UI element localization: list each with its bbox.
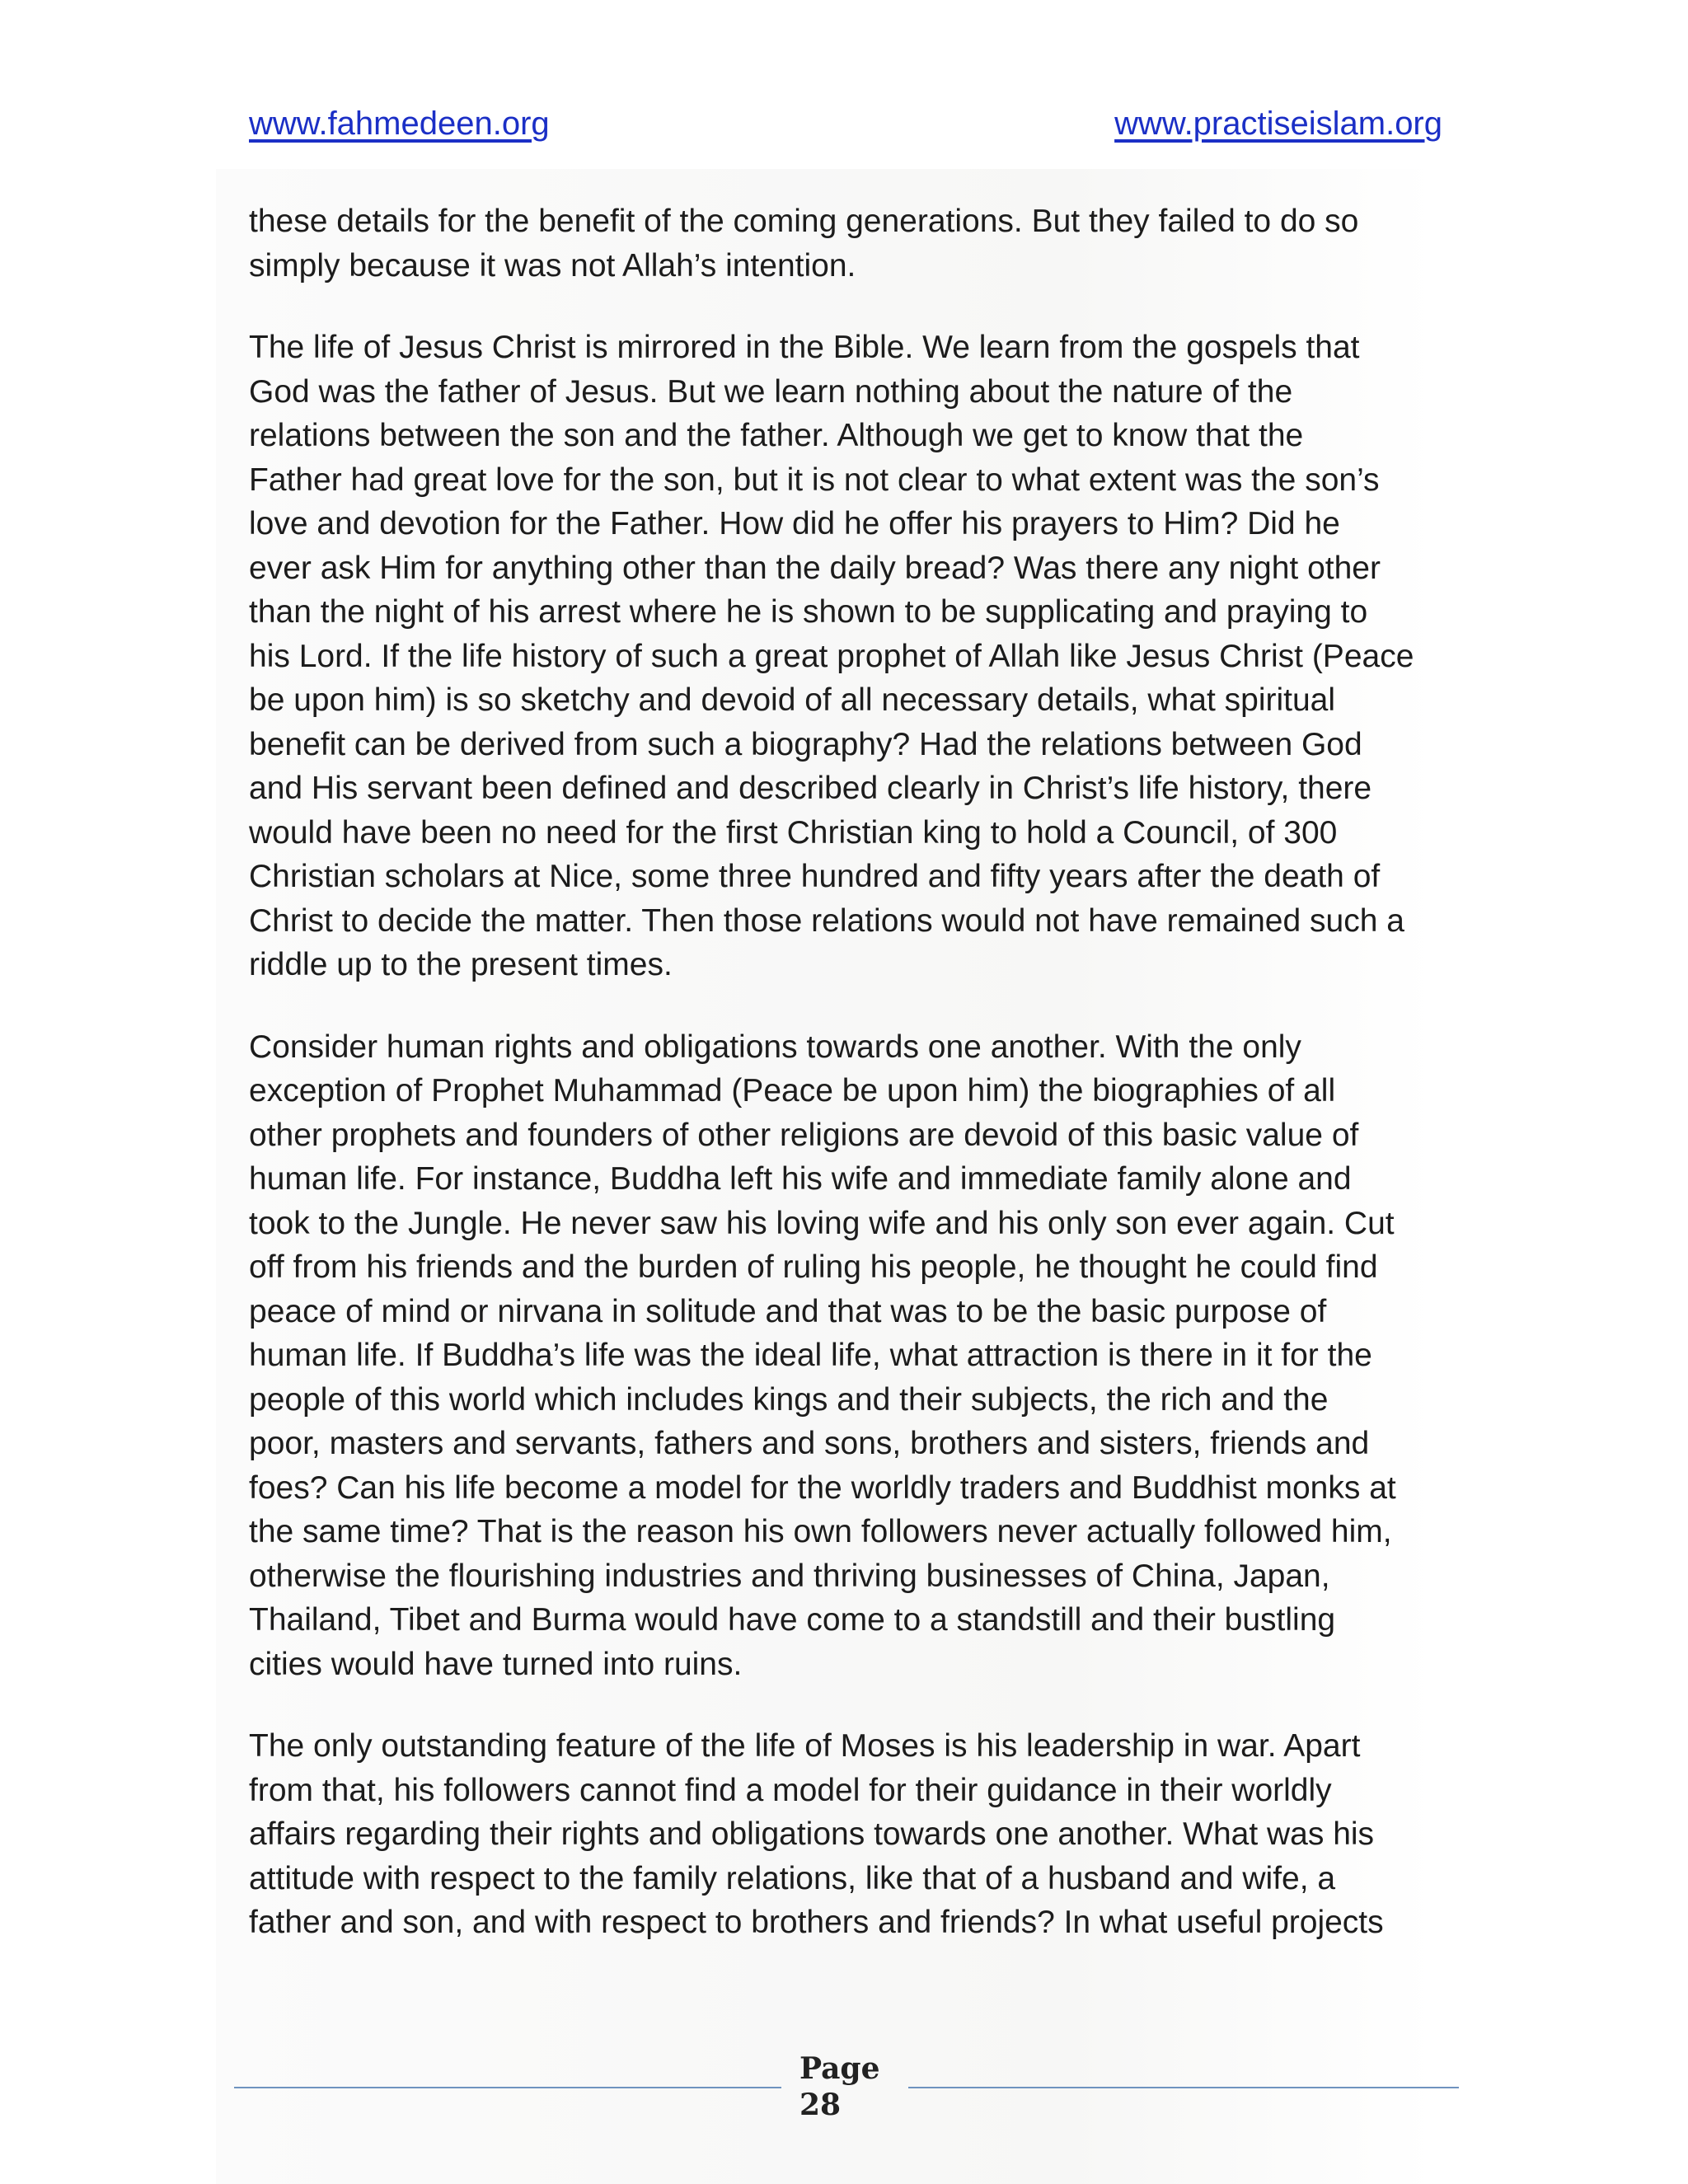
header-link-fahmedeen[interactable]: www.fahmedeen.org	[249, 105, 550, 142]
body-text	[249, 199, 1452, 1983]
page-number	[799, 2050, 892, 2123]
paragraph: The life of Jesus Christ is mirrored in the Bible. We learn from the gospels that God was the father of Jesus. But we learn nothing about the nature of the relations between the son and the father. Although we get to know that the Father had great love for the son, but it is not clear to what extent was the son’s love and devotion for the Father. How did he offer his prayers to Him? Did he ever ask Him for anything other than the daily bread? Was there any night other than the night of his arrest where he is shown to be supplicating and praying to his Lord. If the life history of such a great prophet of Allah like Jesus Christ (Peace be upon him) is so sketchy and devoid of all necessary details, what spiritual benefit can be derived from such a biography? Had the relations between God and His servant been defined and described clearly in Christ’s life history, there would have been no need for the first Christian king to hold a Council, of 300 Christian scholars at Nice, some three hundred and fifty years after the death of Christ to decide the matter. Then those relations would not have remained such a riddle up to the present times.	[249, 330, 1414, 982]
page-number-value: 28	[799, 2088, 842, 2122]
page-label: Page	[799, 2051, 880, 2086]
header-link-practiseislam[interactable]: www.practiseislam.org	[1114, 105, 1442, 142]
footer-divider-right	[908, 2087, 1459, 2088]
paragraph: Consider human rights and obligations towards one another. With the only exception of Prophet Muhammad (Peace be upon him) the biographies of all other prophets and founders of other religions are devoid of this basic value of human life. For instance, Buddha left his wife and immediate family alone and took to the Jungle. He never saw his loving wife and his only son ever again. Cut off from his friends and the burden of ruling his people, he thought he could find peace of mind or nirvana in solitude and that was to be the basic purpose of human life. If Buddha’s life was the ideal life, what attraction is there in it for the people of this world which includes kings and their subjects, the rich and the poor, masters and servants, fathers and sons, brothers and sisters, friends and foes? Can his life become a model for the worldly traders and Buddhist monks at the same time? That is the reason his own followers never actually followed him, otherwise the flourishing industries and thriving businesses of China, Japan, Thailand, Tibet and Burma would have come to a standstill and their bustling cities would have turned into ruins.	[249, 1029, 1396, 1682]
paragraph: The only outstanding feature of the life of Moses is his leadership in war. Apart from that, his followers cannot find a model for their guidance in their worldly affairs regarding their rights and obligations towards one another. What was his attitude with respect to the family relations, like that of a husband and wife, a father and son, and with respect to brothers and friends? In what useful projects	[249, 1728, 1384, 1940]
paragraph: these details for the benefit of the coming generations. But they failed to do so simply because it was not Allah’s intention.	[249, 204, 1359, 284]
footer-divider-left	[234, 2087, 781, 2088]
